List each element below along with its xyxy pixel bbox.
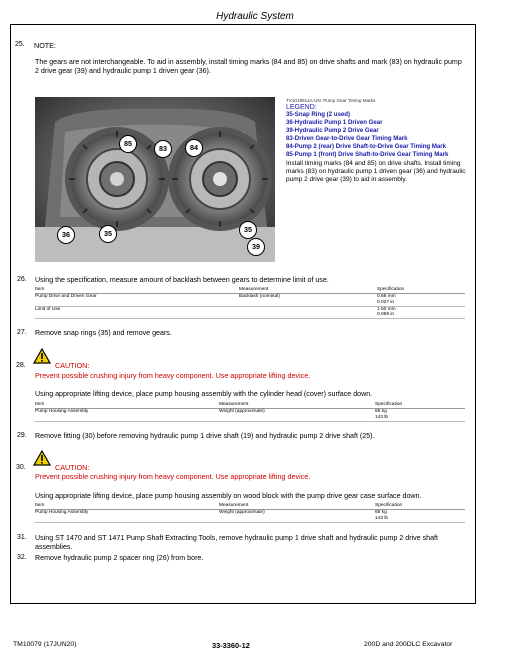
legend-item: 39-Hydraulic Pump 2 Drive Gear bbox=[286, 127, 379, 135]
col-item-header: Item bbox=[35, 400, 219, 409]
page-header-title: Hydraulic System bbox=[216, 11, 294, 22]
legend-item: 85-Pump 1 (front) Drive Shaft-to-Drive Gear Timing Mark bbox=[286, 151, 449, 159]
cell-specification: 0.68 mm 0.027 in bbox=[377, 294, 465, 307]
spec-table-weight-2 bbox=[35, 501, 465, 523]
table-row bbox=[35, 510, 465, 523]
col-measurement-header: Measurement bbox=[239, 285, 377, 294]
table-row bbox=[35, 294, 465, 307]
col-measurement-header: Measurement bbox=[219, 400, 375, 409]
step-29-text: Remove fitting (30) before removing hydraulic pump 1 drive shaft (19) and hydraulic pump 2 drive shaft (25). bbox=[35, 432, 375, 440]
caution-text: Prevent possible crushing injury from heavy component. Use appropriate lifting device. bbox=[35, 472, 311, 481]
col-specification-header: Specification bbox=[375, 501, 465, 510]
step-25-number: 25. bbox=[15, 41, 25, 48]
step-32-text: Remove hydraulic pump 2 spacer ring (26) from bore. bbox=[35, 554, 204, 562]
step-29-number: 29. bbox=[17, 432, 27, 439]
legend-item: 84-Pump 2 (rear) Drive Shaft-to-Drive Gear Timing Mark bbox=[286, 143, 447, 151]
step-31-text: Using ST 1470 and ST 1471 Pump Shaft Extracting Tools, remove hydraulic pump 1 drive shaft and hydraulic pump 2 drive shaft assemblies. bbox=[35, 534, 438, 551]
caution-text: Prevent possible crushing injury from heavy component. Use appropriate lifting device. bbox=[35, 371, 311, 380]
cell-measurement: Weight (approximate) bbox=[219, 409, 375, 422]
legend-title: LEGEND: bbox=[286, 104, 317, 111]
caution-warning-icon bbox=[33, 348, 51, 364]
step-28-number: 28. bbox=[16, 362, 26, 369]
cell-specification: 1.50 mm 0.059 in bbox=[377, 306, 465, 319]
step-32-number: 32. bbox=[17, 554, 27, 561]
cell-measurement bbox=[239, 306, 377, 319]
callout-36: 36 bbox=[57, 226, 75, 244]
callout-35-left: 35 bbox=[99, 225, 117, 243]
callout-84: 84 bbox=[185, 139, 203, 157]
note-label: NOTE: bbox=[34, 41, 56, 50]
step-30-number: 30. bbox=[16, 464, 26, 471]
callout-35-right: 35 bbox=[239, 221, 257, 239]
spec-table-backlash bbox=[35, 285, 465, 319]
figure-id: TX1018511A-UN: Pump Gear Timing Marks bbox=[286, 98, 376, 103]
step-28-text: Using appropriate lifting device, place pump housing assembly with the cylinder head (cover) surface down. bbox=[35, 390, 373, 398]
step-25-text: The gears are not interchangeable. To aid in assembly, install timing marks (84 and 85) on drive shafts and mark (83) on hydraulic pump 2 drive gear (39) and hydraulic pump 1 driven gear (36). bbox=[35, 58, 462, 75]
caution-label: CAUTION: bbox=[55, 361, 90, 370]
cell-specification: 65 kg 143 lb bbox=[375, 510, 465, 523]
step-27-text: Remove snap rings (35) and remove gears. bbox=[35, 329, 172, 337]
legend-item: 35-Snap Ring (2 used) bbox=[286, 111, 350, 118]
figure-legend bbox=[286, 98, 471, 184]
cell-measurement: Weight (approximate) bbox=[219, 510, 375, 523]
table-row bbox=[35, 306, 465, 319]
legend-item: 83-Driven Gear-to-Drive Gear Timing Mark bbox=[286, 135, 408, 143]
step-31-number: 31. bbox=[17, 534, 27, 541]
spec-table-weight-1 bbox=[35, 400, 465, 422]
step-26-text: Using the specification, measure amount of backlash between gears to determine limit of use. bbox=[35, 276, 329, 284]
legend-description: Install timing marks (84 and 85) on drive shafts. Install timing marks (83) on hydraulic pump 1 driven gear (36) and hydraulic pump 2 drive gear (39) to aid in assembly. bbox=[286, 159, 466, 184]
cell-item: Pump Housing Assembly bbox=[35, 510, 219, 523]
col-specification-header: Specification bbox=[377, 285, 465, 294]
step-30-text: Using appropriate lifting device, place pump housing assembly on wood block with the pump drive gear case surface down. bbox=[35, 492, 422, 500]
col-measurement-header: Measurement bbox=[219, 501, 375, 510]
legend-item: 36-Hydraulic Pump 1 Driven Gear bbox=[286, 119, 383, 127]
callout-83: 83 bbox=[154, 140, 172, 158]
cell-item: Limit of Use bbox=[35, 306, 239, 319]
caution-warning-icon bbox=[33, 450, 51, 466]
cell-item: Pump Drive and Driven Gear bbox=[35, 294, 239, 307]
cell-item: Pump Housing Assembly bbox=[35, 409, 219, 422]
col-item-header: Item bbox=[35, 501, 219, 510]
callout-39: 39 bbox=[247, 238, 265, 256]
footer-doc-id: TM10079 (17JUN20) bbox=[13, 641, 77, 648]
callout-85: 85 bbox=[119, 135, 137, 153]
table-row bbox=[35, 409, 465, 422]
pump-gear-photo bbox=[35, 97, 275, 262]
cell-measurement: Backlash (nominal) bbox=[239, 294, 377, 307]
cell-specification: 65 kg 143 lb bbox=[375, 409, 465, 422]
caution-label: CAUTION: bbox=[55, 463, 90, 472]
col-specification-header: Specification bbox=[375, 400, 465, 409]
footer-page-number: 33-3360-12 bbox=[212, 641, 250, 650]
footer-model: 200D and 200DLC Excavator bbox=[364, 641, 453, 648]
step-27-number: 27. bbox=[17, 329, 27, 336]
step-26-number: 26. bbox=[17, 276, 27, 283]
col-item-header: Item bbox=[35, 285, 239, 294]
